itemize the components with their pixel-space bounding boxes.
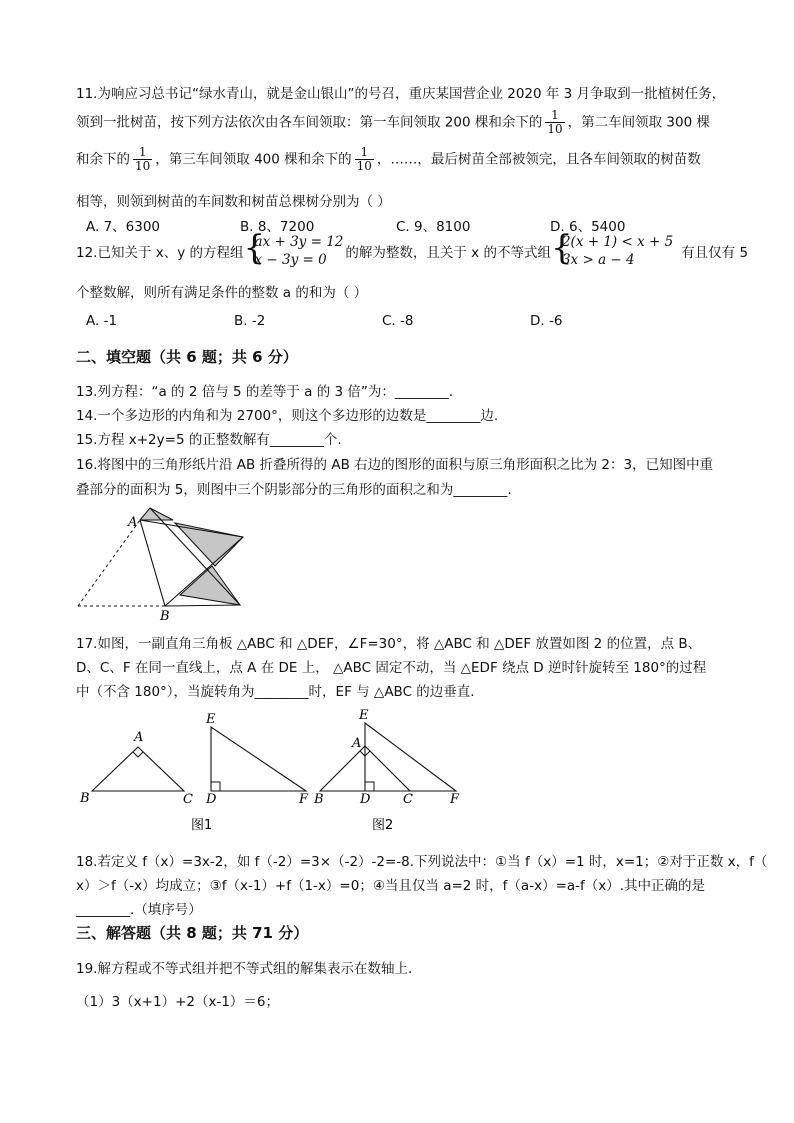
q11-line2-text-a: 领到一批树苗，按下列方法依次由各车间领取：第一车间领取 200 棵和余下的	[76, 114, 543, 131]
q12-line2: 个整数解，则所有满足条件的整数 a 的和为（ ）	[76, 285, 368, 301]
q11-option-b: B. 8、7200	[240, 219, 315, 235]
label-d: D	[206, 792, 217, 807]
q17-figures	[70, 705, 480, 837]
q12-option-d: D. -6	[530, 313, 563, 329]
q11-option-c: C. 9、8100	[396, 219, 471, 235]
shaded-triangle-top	[140, 508, 173, 520]
label-d: D	[360, 792, 371, 807]
q17-line2: D、C、F 在同一直线上，点 A 在 DE 上， △ABC 固定不动，当 △EDF 绕点 D 逆时针旋转至 180°的过程	[76, 660, 707, 676]
fraction-denominator: 10	[135, 159, 151, 173]
q12-equation-system	[246, 233, 344, 269]
q16-line1: 16.将图中的三角形纸片沿 AB 折叠所得的 AB 右边的图形的面积与原三角形面积之比为 2：3，已知图中重	[76, 457, 714, 473]
q13-text: 13.列方程：“a 的 2 倍与 5 的差等于 a 的 3 倍”为：________.	[76, 384, 454, 400]
fold-line-ab	[140, 520, 165, 606]
q18-line2: x）＞f（-x）均成立；③f（x-1）+f（1-x）=0；④当且仅当 a=2 时，f（a-x）=a-f（x）.其中正确的是	[76, 878, 706, 894]
figure1-caption: 图1	[191, 818, 213, 833]
right-angle-mark	[133, 752, 143, 757]
q17-line1: 17.如图，一副直角三角板 △ABC 和 △DEF，∠F=30°，将 △ABC 和 △DEF 放置如图 2 的位置，点 B、	[76, 636, 702, 652]
q11-line3	[76, 146, 701, 173]
q16-line2: 叠部分的面积为 5，则图中三个阴影部分的三角形的面积之和为________.	[76, 482, 512, 498]
q11-line3-text-b: ，第三车间领取 400 棵和余下的	[155, 151, 352, 168]
q15-text: 15.方程 x+2y=5 的正整数解有________个.	[76, 432, 342, 448]
q11-line3-text-c: ，……，最后树苗全部被领完，且各车间领取的树苗数	[376, 151, 701, 168]
q12-text-post: 有且仅有 5	[681, 245, 749, 261]
q11-line1: 11.为响应习总书记“绿水青山，就是金山银山”的号召，重庆某国营企业 2020 年 3 月争取到一批植树任务，	[76, 86, 726, 102]
equation-row: x − 3y = 0	[254, 252, 327, 268]
q11-line4: 相等，则领到树苗的车间数和树苗总棵树分别为（ ）	[76, 194, 391, 210]
fraction-numerator: 1	[133, 146, 152, 160]
triangle-def	[365, 723, 456, 791]
base-edge-solid	[165, 605, 240, 606]
q12-option-a: A. -1	[86, 313, 118, 329]
q11-fraction-3	[355, 146, 374, 173]
fraction-denominator: 10	[356, 159, 372, 173]
shaded-triangle-right	[175, 523, 243, 566]
figure1-triangle-abc	[79, 730, 193, 807]
label-f: F	[450, 792, 460, 807]
label-c: C	[403, 792, 413, 807]
q11-line3-text-a: 和余下的	[76, 151, 130, 168]
label-b: B	[80, 791, 90, 806]
label-a: A	[128, 515, 138, 530]
right-angle-mark	[365, 782, 374, 791]
q11-fraction-2	[133, 146, 152, 173]
original-edge-dashed	[78, 520, 140, 606]
q14-text: 14.一个多边形的内角和为 2700°，则这个多边形的边数是________边.	[76, 408, 499, 424]
q19-sub1: （1）3（x+1）+2（x-1）＝6；	[76, 994, 280, 1010]
figure2-combined	[313, 708, 460, 807]
q12-option-c: C. -8	[382, 313, 414, 329]
label-a: A	[352, 736, 362, 751]
equation-row: { ax + 3y = 12	[254, 234, 344, 250]
label-e: E	[206, 712, 216, 727]
fraction-denominator: 10	[547, 122, 563, 136]
figure2-caption: 图2	[372, 818, 394, 833]
q11-option-a: A. 7、6300	[86, 219, 161, 235]
fraction-numerator: 1	[355, 146, 374, 160]
figure1-triangle-def	[205, 712, 309, 807]
q17-line3: 中（不含 180°），当旋转角为________时，EF 与 △ABC 的边垂直.	[76, 684, 475, 700]
q12-line1	[76, 233, 748, 269]
label-f: F	[299, 792, 309, 807]
label-a: A	[134, 730, 144, 745]
q12-text-pre: 12.已知关于 x、y 的方程组	[76, 245, 244, 261]
q16-fold-figure	[70, 500, 260, 625]
q11-line2-text-b: ，第二车间领取 300 棵	[567, 114, 710, 131]
q11-line2	[76, 109, 710, 136]
q19-text: 19.解方程或不等式组并把不等式组的解集表示在数轴上.	[76, 961, 413, 977]
triangle-abc	[92, 747, 184, 791]
inequality-row: 3x > a − 4	[561, 252, 635, 268]
inequality-row: { 2(x + 1) < x + 5	[561, 234, 674, 250]
label-c: C	[183, 792, 193, 807]
label-b: B	[160, 609, 170, 624]
section-title-answer: 三、解答题（共 8 题；共 71 分）	[76, 924, 309, 942]
q12-inequality-system	[553, 233, 673, 269]
q11-fraction-1	[545, 109, 564, 136]
q12-option-b: B. -2	[234, 313, 266, 329]
label-b: B	[314, 792, 324, 807]
fraction-numerator: 1	[545, 109, 564, 123]
q11-option-d: D. 6、5400	[550, 219, 626, 235]
q18-line3: ________.（填序号）	[76, 902, 202, 918]
q12-text-mid: 的解为整数，且关于 x 的不等式组	[345, 245, 551, 261]
right-angle-mark	[211, 782, 220, 791]
triangle-def	[211, 727, 306, 791]
section-title-fill-in: 二、填空题（共 6 题；共 6 分）	[76, 348, 298, 366]
q18-line1: 18.若定义 f（x）=3x-2，如 f（-2）=3×（-2）-2=-8.下列说法中：①当 f（x）=1 时，x=1；②对于正数 x，f（	[76, 854, 768, 870]
label-e: E	[359, 708, 369, 723]
